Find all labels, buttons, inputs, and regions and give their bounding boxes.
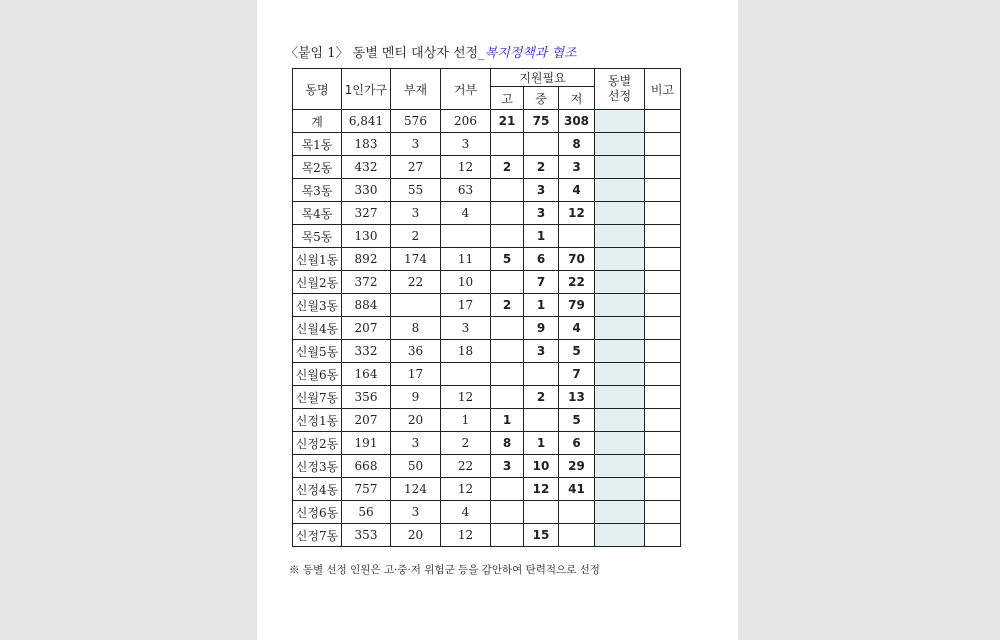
- cell-refuse: 12: [441, 478, 491, 501]
- cell-high: 1: [491, 409, 524, 432]
- cell-mid: 3: [524, 340, 559, 363]
- cell-dong: 신정6동: [293, 501, 342, 524]
- cell-refuse: 4: [441, 501, 491, 524]
- cell-dong: 신월5동: [293, 340, 342, 363]
- cell-single: 191: [342, 432, 391, 455]
- cell-single: 207: [342, 317, 391, 340]
- cell-remark[interactable]: [645, 248, 681, 271]
- cell-absent: 3: [391, 202, 441, 225]
- header-mid: 중: [524, 87, 559, 110]
- cell-select[interactable]: [595, 386, 645, 409]
- cell-high: [491, 524, 524, 547]
- cell-low: 5: [559, 340, 595, 363]
- table-row: [293, 294, 681, 317]
- cell-mid: 1: [524, 294, 559, 317]
- cell-absent: 20: [391, 524, 441, 547]
- cell-high: [491, 317, 524, 340]
- cell-single: 353: [342, 524, 391, 547]
- cell-select[interactable]: [595, 340, 645, 363]
- table-row: [293, 156, 681, 179]
- table-row: [293, 202, 681, 225]
- cell-high: [491, 386, 524, 409]
- cell-refuse: 11: [441, 248, 491, 271]
- cell-remark[interactable]: [645, 363, 681, 386]
- cell-high: 8: [491, 432, 524, 455]
- cell-dong: 신월1동: [293, 248, 342, 271]
- cell-refuse: 12: [441, 156, 491, 179]
- cell-select[interactable]: [595, 156, 645, 179]
- cell-low: [559, 524, 595, 547]
- cell-dong: 목4동: [293, 202, 342, 225]
- cell-low: 5: [559, 409, 595, 432]
- cell-refuse: 12: [441, 524, 491, 547]
- cell-single: 372: [342, 271, 391, 294]
- cell-dong: 신정4동: [293, 478, 342, 501]
- cell-remark[interactable]: [645, 340, 681, 363]
- cell-refuse: 1: [441, 409, 491, 432]
- table-row: [293, 409, 681, 432]
- table-row: [293, 455, 681, 478]
- cell-refuse: 12: [441, 386, 491, 409]
- header-select: 동별 선정: [595, 69, 645, 110]
- cell-remark[interactable]: [645, 432, 681, 455]
- cell-low: 4: [559, 179, 595, 202]
- cell-refuse: [441, 225, 491, 248]
- cell-remark[interactable]: [645, 455, 681, 478]
- cell-remark[interactable]: [645, 294, 681, 317]
- table-row: [293, 248, 681, 271]
- cell-single: 668: [342, 455, 391, 478]
- cell-mid: [524, 133, 559, 156]
- table-row: [293, 478, 681, 501]
- title-dept: 복지정책과 협조: [484, 46, 577, 61]
- cell-select[interactable]: [595, 409, 645, 432]
- cell-absent: 2: [391, 225, 441, 248]
- cell-absent: 174: [391, 248, 441, 271]
- cell-absent: 36: [391, 340, 441, 363]
- cell-single: 6,841: [342, 110, 391, 133]
- cell-absent: 9: [391, 386, 441, 409]
- table-row: [293, 179, 681, 202]
- header-absent: 부재: [391, 69, 441, 110]
- cell-high: [491, 271, 524, 294]
- cell-remark[interactable]: [645, 179, 681, 202]
- table-row: [293, 386, 681, 409]
- cell-mid: 7: [524, 271, 559, 294]
- cell-single: 130: [342, 225, 391, 248]
- cell-dong: 목5동: [293, 225, 342, 248]
- cell-single: 892: [342, 248, 391, 271]
- cell-dong: 신월3동: [293, 294, 342, 317]
- cell-select[interactable]: [595, 133, 645, 156]
- cell-dong: 신월4동: [293, 317, 342, 340]
- cell-high: [491, 179, 524, 202]
- table-row: [293, 501, 681, 524]
- table-row: [293, 225, 681, 248]
- header-dong: 동명: [293, 69, 342, 110]
- cell-mid: 2: [524, 386, 559, 409]
- cell-absent: 3: [391, 501, 441, 524]
- cell-high: 2: [491, 294, 524, 317]
- cell-single: 432: [342, 156, 391, 179]
- cell-dong: 목3동: [293, 179, 342, 202]
- table-row: [293, 133, 681, 156]
- cell-absent: 576: [391, 110, 441, 133]
- cell-dong: 신정7동: [293, 524, 342, 547]
- cell-single: 56: [342, 501, 391, 524]
- cell-remark[interactable]: [645, 501, 681, 524]
- cell-select[interactable]: [595, 202, 645, 225]
- cell-low: 7: [559, 363, 595, 386]
- cell-mid: [524, 363, 559, 386]
- cell-low: 8: [559, 133, 595, 156]
- cell-select[interactable]: [595, 478, 645, 501]
- cell-remark[interactable]: [645, 386, 681, 409]
- cell-single: 330: [342, 179, 391, 202]
- cell-remark[interactable]: [645, 156, 681, 179]
- cell-select[interactable]: [595, 271, 645, 294]
- cell-dong: 신정2동: [293, 432, 342, 455]
- cell-high: 5: [491, 248, 524, 271]
- cell-low: 3: [559, 156, 595, 179]
- cell-refuse: 2: [441, 432, 491, 455]
- cell-dong: 신월7동: [293, 386, 342, 409]
- cell-remark[interactable]: [645, 133, 681, 156]
- cell-refuse: [441, 363, 491, 386]
- cell-absent: 124: [391, 478, 441, 501]
- cell-dong: 신월6동: [293, 363, 342, 386]
- cell-mid: [524, 409, 559, 432]
- cell-absent: 22: [391, 271, 441, 294]
- cell-dong: 신정1동: [293, 409, 342, 432]
- table-row: [293, 271, 681, 294]
- cell-low: 41: [559, 478, 595, 501]
- cell-low: 6: [559, 432, 595, 455]
- table-body: [293, 110, 681, 547]
- header-single: 1인가구: [342, 69, 391, 110]
- cell-mid: 3: [524, 202, 559, 225]
- cell-low: 13: [559, 386, 595, 409]
- cell-high: 3: [491, 455, 524, 478]
- cell-refuse: 4: [441, 202, 491, 225]
- cell-mid: 9: [524, 317, 559, 340]
- cell-refuse: 10: [441, 271, 491, 294]
- cell-low: 4: [559, 317, 595, 340]
- cell-remark[interactable]: [645, 225, 681, 248]
- cell-refuse: 63: [441, 179, 491, 202]
- cell-remark[interactable]: [645, 202, 681, 225]
- cell-absent: 17: [391, 363, 441, 386]
- mentee-table: [292, 68, 681, 547]
- cell-low: [559, 501, 595, 524]
- cell-select[interactable]: [595, 294, 645, 317]
- cell-high: [491, 340, 524, 363]
- cell-select[interactable]: [595, 432, 645, 455]
- cell-refuse: 22: [441, 455, 491, 478]
- cell-remark[interactable]: [645, 110, 681, 133]
- cell-mid: 10: [524, 455, 559, 478]
- cell-high: [491, 133, 524, 156]
- cell-mid: 1: [524, 432, 559, 455]
- cell-single: 327: [342, 202, 391, 225]
- cell-absent: 55: [391, 179, 441, 202]
- cell-high: [491, 478, 524, 501]
- cell-low: 308: [559, 110, 595, 133]
- cell-dong: 신정3동: [293, 455, 342, 478]
- footnote: ※ 동별 선정 인원은 고·중·저 위험군 등을 감안하여 탄력적으로 선정: [289, 564, 600, 576]
- cell-low: [559, 225, 595, 248]
- cell-absent: 3: [391, 432, 441, 455]
- cell-high: [491, 202, 524, 225]
- table-row: [293, 317, 681, 340]
- cell-low: 29: [559, 455, 595, 478]
- header-remark: 비고: [645, 69, 681, 110]
- cell-mid: 75: [524, 110, 559, 133]
- cell-select[interactable]: [595, 524, 645, 547]
- cell-mid: 3: [524, 179, 559, 202]
- cell-single: 207: [342, 409, 391, 432]
- cell-high: 21: [491, 110, 524, 133]
- cell-dong: 신월2동: [293, 271, 342, 294]
- cell-absent: [391, 294, 441, 317]
- table-row: [293, 524, 681, 547]
- cell-select[interactable]: [595, 248, 645, 271]
- cell-single: 183: [342, 133, 391, 156]
- cell-select[interactable]: [595, 179, 645, 202]
- cell-refuse: 3: [441, 133, 491, 156]
- cell-single: 757: [342, 478, 391, 501]
- cell-remark[interactable]: [645, 409, 681, 432]
- title-main: 〈붙임 1〉 동별 멘티 대상자 선정_: [285, 46, 485, 61]
- cell-single: 332: [342, 340, 391, 363]
- cell-refuse: 17: [441, 294, 491, 317]
- cell-low: 70: [559, 248, 595, 271]
- cell-remark[interactable]: [645, 524, 681, 547]
- cell-dong: 계: [293, 110, 342, 133]
- cell-select[interactable]: [595, 225, 645, 248]
- cell-high: 2: [491, 156, 524, 179]
- cell-absent: 3: [391, 133, 441, 156]
- cell-remark[interactable]: [645, 271, 681, 294]
- table-row: [293, 432, 681, 455]
- table-row: [293, 110, 681, 133]
- document-title: [285, 42, 577, 61]
- cell-select[interactable]: [595, 317, 645, 340]
- cell-mid: [524, 501, 559, 524]
- header-low: 저: [559, 87, 595, 110]
- cell-select[interactable]: [595, 363, 645, 386]
- cell-dong: 목1동: [293, 133, 342, 156]
- cell-mid: 15: [524, 524, 559, 547]
- cell-low: 22: [559, 271, 595, 294]
- cell-refuse: 3: [441, 317, 491, 340]
- cell-remark[interactable]: [645, 317, 681, 340]
- cell-single: 164: [342, 363, 391, 386]
- cell-dong: 목2동: [293, 156, 342, 179]
- cell-mid: 2: [524, 156, 559, 179]
- cell-mid: 6: [524, 248, 559, 271]
- cell-select[interactable]: [595, 501, 645, 524]
- header-support: 지원필요: [491, 69, 595, 87]
- cell-absent: 27: [391, 156, 441, 179]
- cell-single: 356: [342, 386, 391, 409]
- cell-refuse: 18: [441, 340, 491, 363]
- cell-mid: 1: [524, 225, 559, 248]
- cell-refuse: 206: [441, 110, 491, 133]
- cell-high: [491, 363, 524, 386]
- cell-absent: 50: [391, 455, 441, 478]
- cell-low: 79: [559, 294, 595, 317]
- table-row: [293, 363, 681, 386]
- cell-remark[interactable]: [645, 478, 681, 501]
- cell-select[interactable]: [595, 110, 645, 133]
- table-row: [293, 340, 681, 363]
- cell-low: 12: [559, 202, 595, 225]
- cell-absent: 8: [391, 317, 441, 340]
- header-refuse: 거부: [441, 69, 491, 110]
- cell-single: 884: [342, 294, 391, 317]
- cell-mid: 12: [524, 478, 559, 501]
- cell-high: [491, 501, 524, 524]
- cell-select[interactable]: [595, 455, 645, 478]
- header-high: 고: [491, 87, 524, 110]
- cell-absent: 20: [391, 409, 441, 432]
- cell-high: [491, 225, 524, 248]
